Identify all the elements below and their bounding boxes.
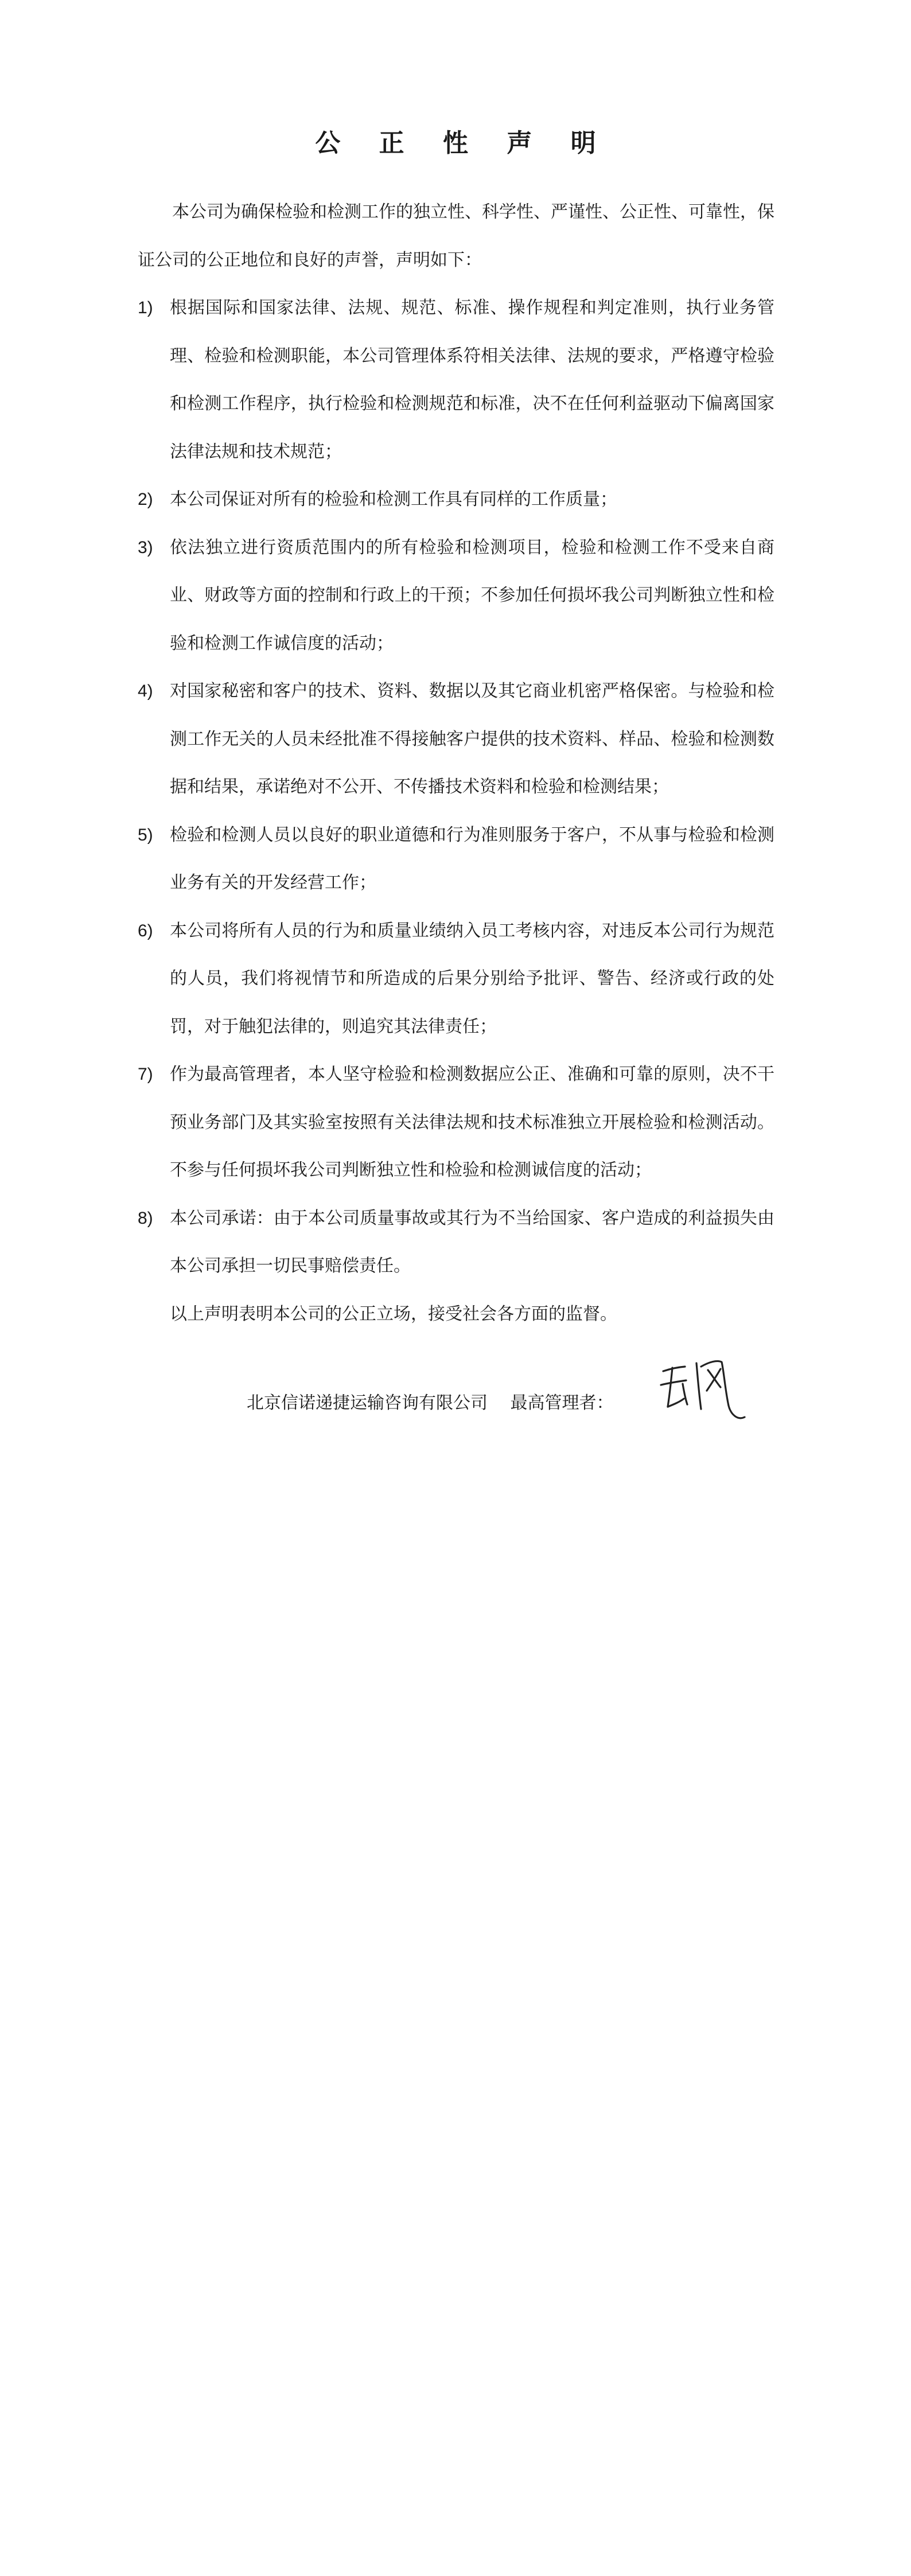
signature-line [247, 1387, 614, 1419]
document-body [138, 188, 774, 1338]
list-item-number: 1) [138, 298, 153, 317]
page-title: 公 正 性 声 明 [315, 129, 611, 158]
list-item-text: 本公司将所有人员的行为和质量业绩纳入员工考核内容，对违反本公司行为规范的人员，我们将视情节和所造成的后果分别给予批评、警告、经济或行政的处罚，对于触犯法律的，则追究其法律责任； [170, 920, 774, 1037]
list-item-text: 作为最高管理者，本人坚守检验和检测数据应公正、准确和可靠的原则，决不干预业务部门及其实验室按照有关法律法规和技术标准独立开展检验和检测活动。不参与任何损坏我公司判断独立性和检验和检测诚信度的活动； [170, 1064, 774, 1180]
list-item-number: 8) [138, 1208, 153, 1228]
list-item [138, 1050, 774, 1194]
list-item [138, 907, 774, 1051]
list-item [138, 811, 774, 907]
list-item-text: 根据国际和国家法律、法规、规范、标准、操作规程和判定准则，执行业务管理、检验和检测职能，本公司管理体系符相关法律、法规的要求，严格遵守检验和检测工作程序，执行检验和检测规范和标准，决不在任何利益驱动下偏离国家法律法规和技术规范； [170, 298, 774, 462]
list-item-text: 检验和检测人员以良好的职业道德和行为准则服务于客户，不从事与检验和检测业务有关的开发经营工作； [170, 824, 774, 893]
list-item [138, 284, 774, 476]
declaration-list [138, 284, 774, 1290]
manager-label: 最高管理者： [510, 1393, 614, 1413]
list-item [138, 667, 774, 811]
list-item-text: 对国家秘密和客户的技术、资料、数据以及其它商业机密严格保密。与检验和检测工作无关的人员未经批准不得接触客户提供的技术资料、样品、检验和检测数据和结果，承诺绝对不公开、不传播技术资料和检验和检测结果； [170, 681, 774, 797]
list-item-text: 依法独立进行资质范围内的所有检验和检测项目，检验和检测工作不受来自商业、财政等方面的控制和行政上的干预；不参加任何损坏我公司判断独立性和检验和检测工作诚信度的活动； [170, 537, 774, 653]
handwritten-signature [653, 1349, 750, 1430]
closing-paragraph: 以上声明表明本公司的公正立场，接受社会各方面的监督。 [170, 1303, 617, 1324]
list-item [138, 524, 774, 668]
list-item-text: 本公司承诺：由于本公司质量事故或其行为不当给国家、客户造成的利益损失由本公司承担一切民事赔偿责任。 [170, 1208, 774, 1276]
list-item-number: 4) [138, 682, 153, 701]
list-item-number: 6) [138, 921, 153, 940]
list-item-number: 5) [138, 825, 153, 845]
list-item-text: 本公司保证对所有的检验和检测工作具有同样的工作质量； [170, 489, 617, 509]
company-name: 北京信诺递捷运输咨询有限公司 [247, 1393, 488, 1413]
list-item [138, 1194, 774, 1290]
list-item-number: 3) [138, 538, 153, 557]
intro-paragraph: 本公司为确保检验和检测工作的独立性、科学性、严谨性、公正性、可靠性，保证公司的公正地位和良好的声誉，声明如下： [138, 202, 774, 270]
list-item [138, 476, 774, 524]
list-item-number: 7) [138, 1065, 153, 1084]
list-item-number: 2) [138, 490, 153, 509]
